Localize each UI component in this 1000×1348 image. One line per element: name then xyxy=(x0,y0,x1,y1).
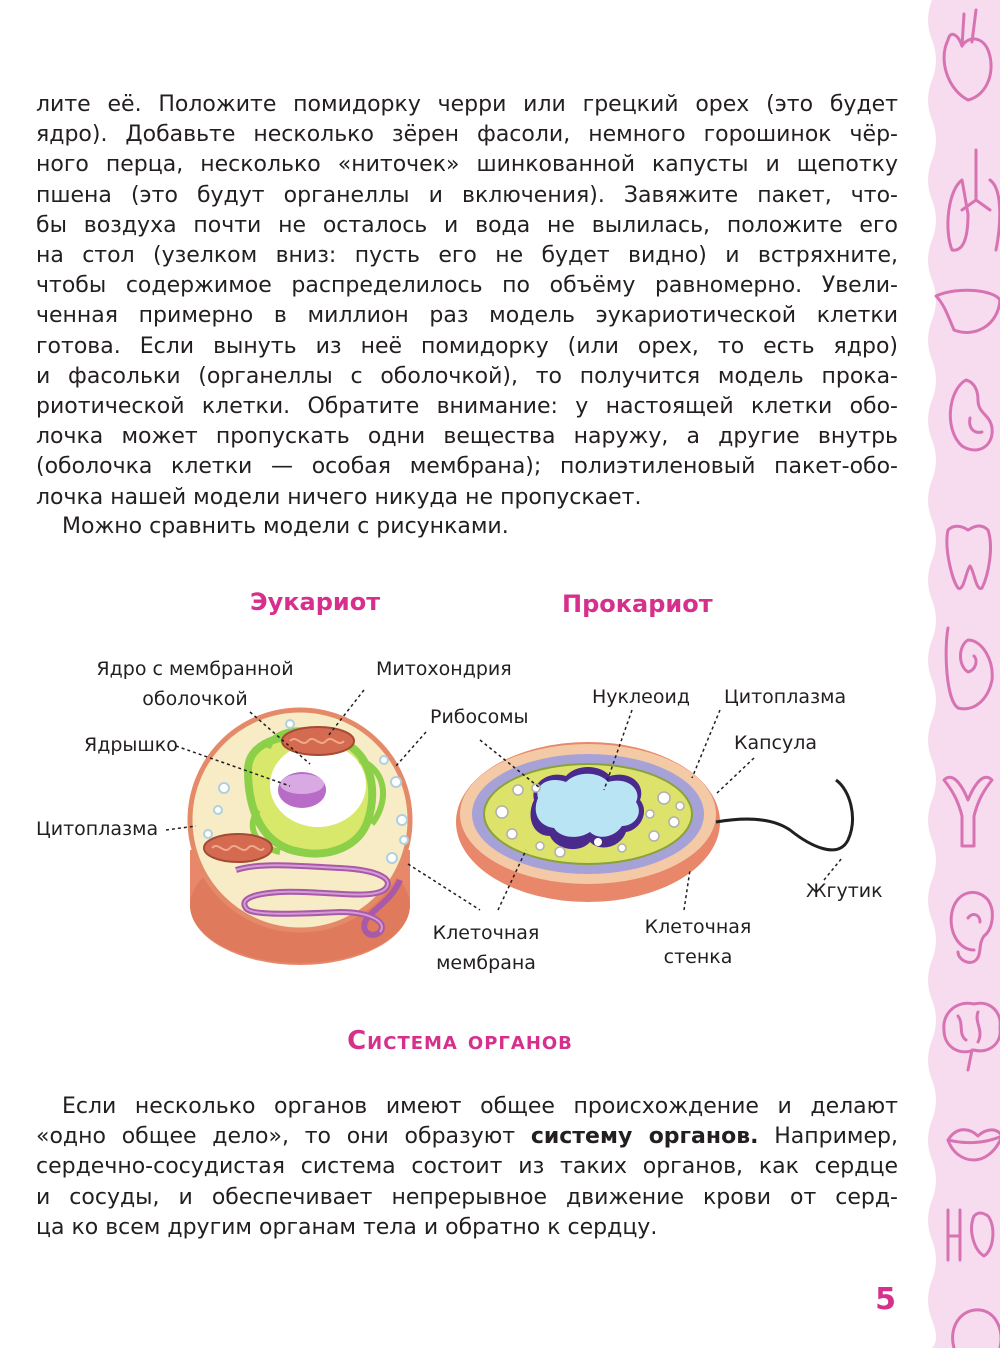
text-line: ца ко всем другим органам тела и обратно к сердцу. xyxy=(36,1214,658,1240)
compare-paragraph: Можно сравнить модели с рисунками. xyxy=(62,514,509,539)
text-line: лите её. Положите помидорку черри или грецкий орех (это будет xyxy=(36,92,898,117)
label-cell-membrane xyxy=(426,918,546,978)
eukaryote-cell xyxy=(190,710,410,965)
text-line: готова. Если вынуть из неё помидорку (или орех, то есть ядро) xyxy=(36,333,898,359)
organ-system-term: систему органов. xyxy=(530,1124,759,1150)
text-line: Если несколько органов имеют общее происхождение и делают xyxy=(62,1094,898,1119)
text-line: сердечно-сосудистая система состоит из таких органов, как сердце xyxy=(36,1154,898,1180)
label-nucleus xyxy=(84,654,306,714)
text-line: лочка может пропускать одни вещества наружу, а другие внутрь xyxy=(36,424,898,450)
text-line: бы воздуха почти не осталось и вода не вылилась, положите его xyxy=(36,212,898,238)
prokaryote-cell xyxy=(456,742,852,902)
label-cell-wall-line2: стенка xyxy=(663,946,733,968)
prokaryote-title: Прокариот xyxy=(562,590,713,618)
label-nucleus-line2: оболочкой xyxy=(142,688,248,710)
text-line: пшена (это будут органеллы и включения). Завяжите пакет, что- xyxy=(36,182,898,208)
eukaryote-title: Эукариот xyxy=(250,588,381,616)
label-flagellum: Жгутик xyxy=(806,880,883,902)
section-title xyxy=(0,1026,920,1056)
organ-system-paragraph xyxy=(36,1092,898,1243)
text-line: (оболочка клетки — особая мембрана); полиэтиленовый пакет-обо- xyxy=(36,454,898,480)
text-line xyxy=(36,1122,898,1152)
label-cell-membrane-line2: мембрана xyxy=(436,952,536,974)
text-segment: «одно общее дело», то они образуют xyxy=(36,1124,531,1150)
text-line: ного перца, несколько «ниточек» шинкованной капусты и щепотку xyxy=(36,152,898,178)
label-mitochondria: Митохондрия xyxy=(376,658,512,680)
text-line: риотической клетки. Обратите внимание: у настоящей клетки обо- xyxy=(36,394,898,420)
text-line: и сосуды, и обеспечивает непрерывное движение крови от серд- xyxy=(36,1184,898,1210)
label-capsule: Капсула xyxy=(734,732,818,754)
label-nucleolus: Ядрышко xyxy=(84,734,178,756)
text-line: лочка нашей модели ничего никуда не пропускает. xyxy=(36,484,642,510)
label-cell-wall xyxy=(638,912,758,972)
label-ribosomes: Рибосомы xyxy=(430,706,529,728)
label-cytoplasm-right: Цитоплазма xyxy=(724,686,847,708)
section-title-text: Система органов xyxy=(347,1026,573,1056)
label-nucleus-line1: Ядро с мембранной xyxy=(96,658,294,680)
text-line: и фасольки (органеллы с оболочкой), то получится модель прока- xyxy=(36,363,898,389)
text-segment: Например, xyxy=(758,1124,898,1150)
label-cell-membrane-line1: Клеточная xyxy=(432,922,540,944)
label-nucleoid: Нуклеоид xyxy=(592,686,690,708)
text-line: на стол (узелком вниз: пусть его не будет видно) и встряхните, xyxy=(36,243,898,269)
text-line: ченная примерно в миллион раз модель эукариотической клетки xyxy=(36,303,898,329)
label-cytoplasm-left: Цитоплазма xyxy=(36,818,159,840)
page-number: 5 xyxy=(875,1282,896,1317)
label-cell-wall-line1: Клеточная xyxy=(644,916,752,938)
text-line: ядро). Добавьте несколько зёрен фасоли, немного горошинок чёр- xyxy=(36,122,898,148)
text-line: чтобы содержимое распределилось по объёму равномерно. Увели- xyxy=(36,273,898,299)
organ-icons-strip xyxy=(918,0,1000,1348)
